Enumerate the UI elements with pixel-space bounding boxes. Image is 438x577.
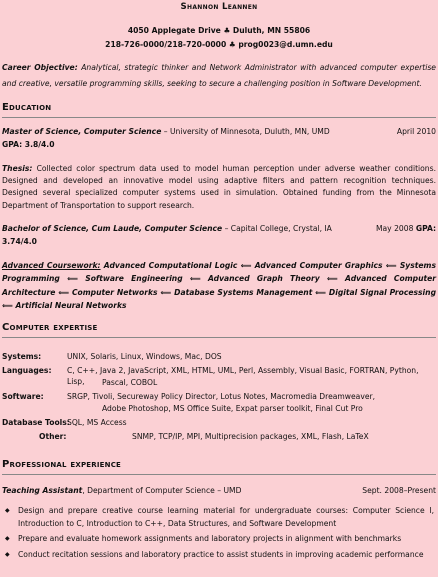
software-value-line2: Adobe Photoshop, MS Office Suite, Expat parser toolkit, Final Cut Pro [102, 404, 363, 413]
ms-degree: Master of Science, Computer Science [2, 127, 162, 136]
thesis [2, 163, 436, 212]
bs-degree-line [2, 223, 332, 234]
contact-line: 218-726-0000/218-720-0000 ♣ prog0023@d.umn.edu [105, 40, 333, 49]
objective-label: Career Objective: [2, 63, 78, 72]
bs-date: May 2008 [375, 224, 414, 233]
career-objective [2, 60, 436, 92]
list-item: ◆ Prepare and evaluate homework assignments and laboratory projects in alignment with benchmarks [2, 533, 434, 546]
job-date: Sept. 2008–Present [362, 486, 436, 495]
list-item: ◆ Conduct recitation sessions and laboratory practice to assist students in improving academic performance [2, 549, 434, 562]
systems-label: Systems: [2, 352, 42, 361]
bs-date-gpa [376, 223, 436, 234]
job-row [2, 485, 436, 496]
database-label: Database Tools: [2, 418, 70, 427]
computer-expertise-heading: Computer expertise [2, 320, 436, 335]
languages-value-line1: C, C++, Java 2, JavaScript, XML, HTML, UML, Perl, Assembly, Visual Basic, FORTRAN, Python, Lisp, [67, 366, 419, 387]
bs-gpa-label: GPA: [415, 224, 436, 233]
coursework-label: Advanced Coursework: [2, 261, 101, 270]
database-value: SQL, MS Access [67, 418, 127, 427]
other-label: Other: [39, 432, 67, 441]
candidate-name: Shannon Leannen [180, 2, 258, 12]
software-value-line1: SRGP, Tivoli, Secureway Policy Director, Lotus Notes, Macromedia Dreamweaver, [67, 392, 376, 401]
advanced-coursework [2, 259, 436, 313]
ms-school: – University of Minnesota, Duluth, MN, UMD [163, 127, 330, 136]
languages-label: Languages: [2, 366, 52, 375]
bs-degree: Bachelor of Science, Cum Laude, Computer Science [2, 224, 223, 233]
languages-value-line2: Pascal, COBOL [102, 378, 158, 387]
professional-experience-heading: Professional experience [2, 457, 436, 472]
thesis-text: Collected color spectrum data used to model human perception under adverse weather conditions. Designed and developed an innovative model using adaptive filters and pattern recognition techniques. Designed several specialized computer systems used in simulation. Obtained funding from the Minnesota Department of Transportation to support research. [2, 164, 436, 210]
bs-gpa: 3.74/4.0 [2, 237, 37, 246]
bs-degree-row [2, 223, 436, 234]
bs-school: – Capital College, Crystal, IA [224, 224, 332, 233]
other-value: SNMP, TCP/IP, MPI, Multiprecision packages, XML, Flash, LaTeX [132, 432, 369, 441]
education-heading: Education [2, 100, 436, 115]
thesis-label: Thesis: [2, 164, 33, 173]
ms-degree-line [2, 126, 330, 137]
ms-gpa: GPA: 3.8/4.0 [2, 140, 55, 149]
address-line: 4050 Applegate Drive ♣ Duluth, MN 55806 [127, 26, 311, 35]
list-item: ◆ Design and prepare creative course learning material for undergraduate courses: Computer Science I, Introduction to C, Introduction to C++, Data Structures, and Software Development [2, 505, 434, 530]
systems-value: UNIX, Solaris, Linux, Windows, Mac, DOS [67, 352, 222, 361]
job-role: Teaching Assistant [2, 486, 83, 495]
job-org: , Department of Computer Science – UMD [82, 486, 242, 495]
objective-text: Analytical, strategic thinker and Network Administrator with advanced computer expertise and creative, versatile programming skills, seeking to secure a challenging position in Software Development. [2, 63, 436, 88]
job-duties-list [2, 505, 434, 561]
ms-date: April 2010 [396, 127, 436, 136]
ms-degree-row [2, 126, 436, 137]
software-label: Software: [2, 392, 44, 401]
coursework-text: Advanced Computational Logic ⟸ Advanced Computer Graphics ⟸ Systems Programming ⟸ Software Engineering ⟸ Advanced Graph Theory ⟸ Advanced Computer Architecture ⟸ Computer Networks ⟸ Database Systems Management ⟸ Digital Signal Processing ⟸ Artificial Neural Networks [2, 261, 436, 311]
job-line [2, 485, 241, 496]
